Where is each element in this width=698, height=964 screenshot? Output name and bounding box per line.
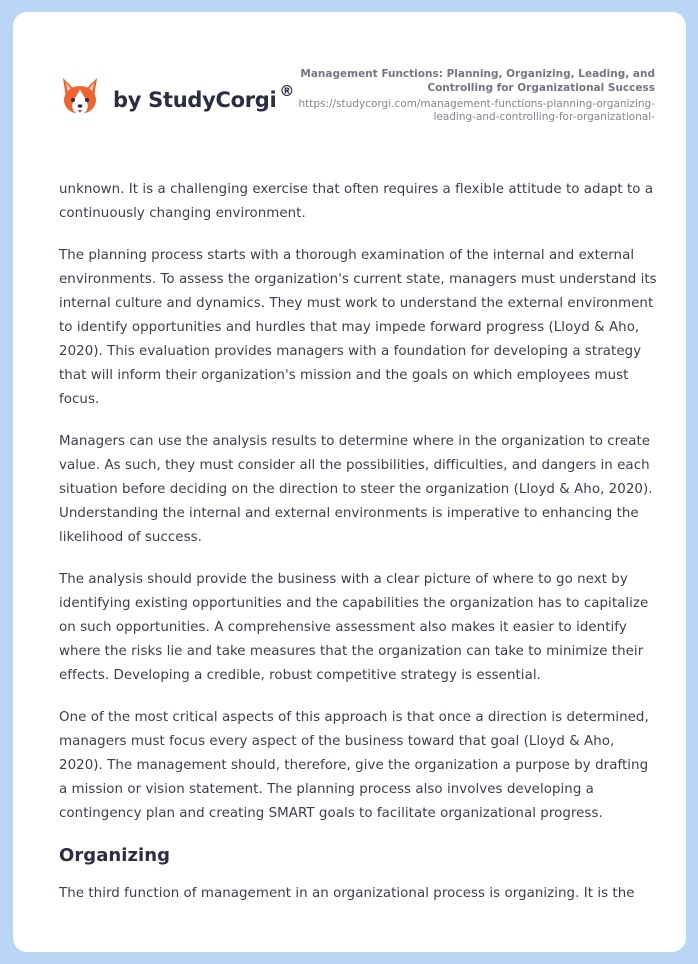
page-header: [13, 12, 686, 162]
studycorgi-logo[interactable]: [60, 76, 294, 120]
corgi-logo-icon: [60, 76, 100, 120]
paragraph: The analysis should provide the business with a clear picture of where to go next by identifying existing opportunities and the capabilities the organization has to capitalize on such opportunities. A comprehensive assessment also makes it easier to identify where the risks lie and take measures that the organization can take to minimize their effects. Developing a credible, robust competitive strategy is essential.: [59, 572, 649, 683]
document-url[interactable]: https://studycorgi.com/management-functions-planning-organizing-leading-and-controlling-for-organizational-: [298, 98, 655, 123]
document-body: [59, 178, 659, 924]
paragraph: Managers can use the analysis results to determine where in the organization to create value. As such, they must consider all the possibilities, difficulties, and dangers in each situation before deciding on the direction to steer the organization (Lloyd & Aho, 2020). Understanding the internal and external environments is imperative to enhancing the likelihood of success.: [59, 434, 653, 545]
paragraph: One of the most critical aspects of this approach is that once a direction is determined, managers must focus every aspect of the business toward that goal (Lloyd & Aho, 2020). The management should, therefore, give the organization a purpose by drafting a mission or vision statement. The planning process also involves developing a contingency plan and creating SMART goals to facilitate organizational progress.: [59, 710, 649, 821]
document-meta: [295, 67, 655, 124]
section-heading: Organizing: [59, 845, 171, 866]
registered-mark: ®: [279, 82, 295, 100]
brand-text: by StudyCorgi: [113, 88, 277, 112]
paragraph: unknown. It is a challenging exercise that often requires a flexible attitude to adapt to a continuously changing environment.: [59, 182, 654, 221]
document-page: [13, 12, 686, 952]
brand-name: [113, 82, 295, 112]
paragraph: The planning process starts with a thorough examination of the internal and external environments. To assess the organization's current state, managers must understand its internal culture and dynamics. They must work to understand the external environment to identify opportunities and hurdles that may impede forward progress (Lloyd & Aho, 2020). This evaluation provides managers with a foundation for developing a strategy that will inform their organization's mission and the goals on which employees must focus.: [59, 248, 657, 407]
paragraph: The third function of management in an organizational process is organizing. It is the: [59, 886, 635, 901]
document-title: Management Functions: Planning, Organizing, Leading, and Controlling for Organizational Success: [300, 68, 655, 94]
